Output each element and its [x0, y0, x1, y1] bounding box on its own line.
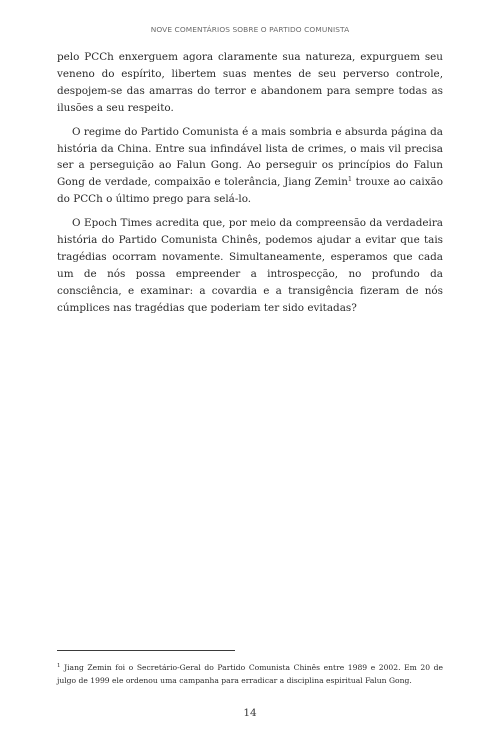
paragraph-regime-tail: trouxe ao caixão do PCCh o último prego para selá-lo. [57, 176, 443, 206]
footnote-reference[interactable]: 1 [347, 175, 353, 184]
footnote-marker: 1 [57, 663, 61, 669]
paragraph-regime-text: O regime do Partido Comunista é a mais sombria e absurda página da história da China. Entre sua infindável lista de crimes, o mais vil precisa ser a perseguição ao Falun Gong. Ao perseguir os princípios do Falun Gong de verdade, compaixão e tolerância, Jiang Zemin [57, 125, 443, 189]
paragraph-regime [57, 124, 443, 209]
body-text [57, 49, 443, 324]
footnote-text: Jiang Zemin foi o Secretário-Geral do Partido Comunista Chinês entre 1989 e 2002. Em 20 de julgo de 1999 ele ordenou uma campanha para erradicar a disciplina espiritual Falun Gong. [57, 663, 443, 686]
page-number: 14 [243, 707, 257, 719]
paragraph-continuation: pelo PCCh enxerguem agora claramente sua natureza, expurguem seu veneno do espírito, libertem suas mentes de seu perverso controle, despojem-se das amarras do terror e abandonem para sempre todas as ilusões a seu respeito. [57, 51, 443, 114]
footnote-divider [57, 650, 235, 651]
footnote [57, 661, 443, 688]
paragraph-epoch-times: O Epoch Times acredita que, por meio da compreensão da verdadeira história do Partido Comunista Chinês, podemos ajudar a evitar que tais tragédias ocorram novamente. Simultaneamente, esperamos que cada um de nós possa empreender a introspecção, no profundo da consciência, e examinar: a covardia e a transigência fizeram de nós cúmplices nas tragédias que poderiam ter sido evitadas? [57, 217, 443, 314]
running-header: NOVE COMENTÁRIOS SOBRE O PARTIDO COMUNISTA [150, 25, 350, 34]
